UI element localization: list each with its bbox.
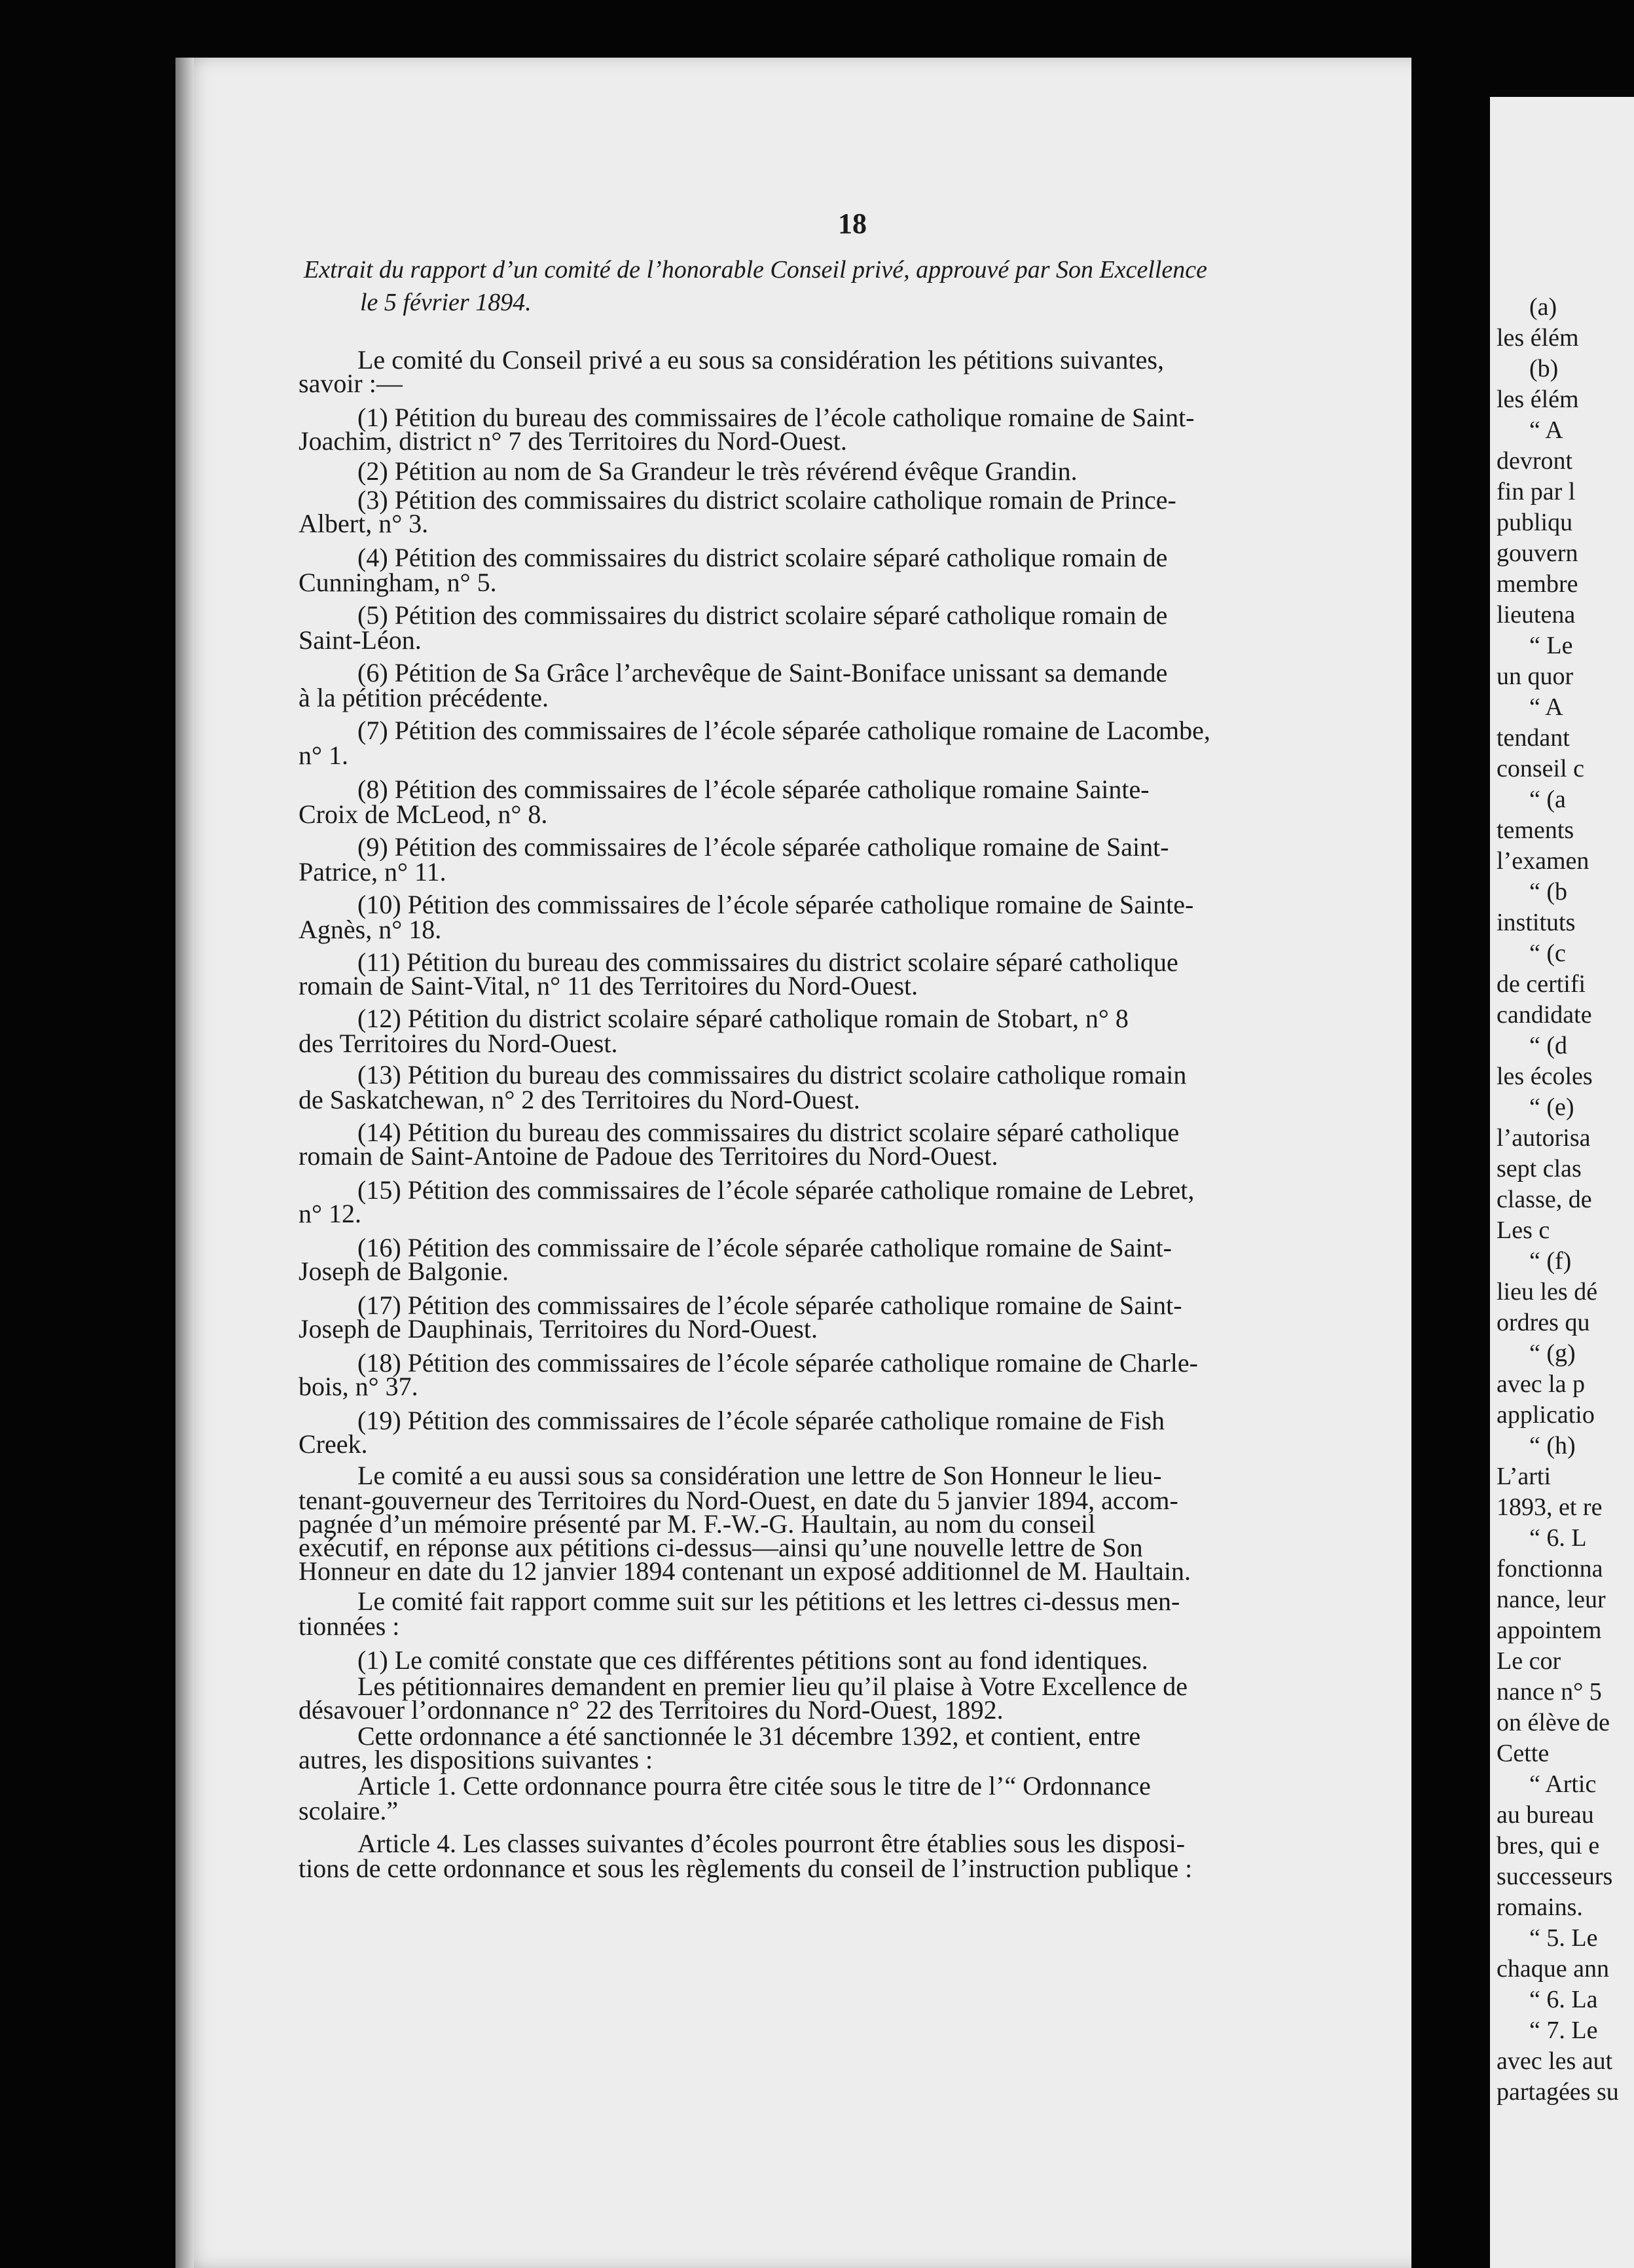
- right-page-line: ordres qu: [1497, 1309, 1590, 1336]
- right-page-line: “ 6. L: [1529, 1524, 1587, 1552]
- right-page-line: l’examen: [1497, 847, 1589, 875]
- right-page-line: candidate: [1497, 1001, 1592, 1029]
- right-page-line: bres, qui e: [1497, 1832, 1600, 1859]
- body-line: (16) Pétition des commissaire de l’école séparée catholique romaine de Saint-: [357, 1233, 1172, 1262]
- body-line: n° 1.: [299, 741, 348, 770]
- body-line: Le comité a eu aussi sous sa considération une lettre de Son Honneur le lieu-: [357, 1461, 1162, 1490]
- body-line: tenant-gouverneur des Territoires du Nord-Ouest, en date du 5 janvier 1894, accom-: [299, 1486, 1178, 1515]
- body-line: Les pétitionnaires demandent en premier lieu qu’il plaise à Votre Excellence de: [357, 1672, 1188, 1701]
- body-line: Article 1. Cette ordonnance pourra être citée sous le titre de l’“ Ordonnance: [357, 1771, 1151, 1801]
- body-line: Agnès, n° 18.: [299, 915, 442, 944]
- left-page: [175, 58, 1411, 2268]
- body-line: tions de cette ordonnance et sous les règlements du conseil de l’instruction publique :: [299, 1854, 1193, 1883]
- body-line: Creek.: [299, 1429, 368, 1459]
- right-page-line: “ A: [1529, 416, 1563, 444]
- body-line: tionnées :: [299, 1611, 400, 1641]
- right-page-line: (b): [1529, 355, 1559, 382]
- body-line: (14) Pétition du bureau des commissaires du district scolaire séparé catholique: [357, 1118, 1180, 1147]
- body-line: (11) Pétition du bureau des commissaires du district scolaire séparé catholique: [357, 947, 1178, 977]
- body-line: Croix de McLeod, n° 8.: [299, 799, 548, 829]
- right-page-line: “ (a: [1529, 786, 1566, 813]
- right-page-line: Les c: [1497, 1216, 1550, 1244]
- right-page-line: de certifi: [1497, 970, 1586, 998]
- right-page-line: les élém: [1497, 324, 1579, 352]
- right-page-line: “ 6. La: [1529, 1986, 1598, 2013]
- body-line: savoir :—: [299, 369, 403, 398]
- body-line: (8) Pétition des commissaires de l’école séparée catholique romaine Sainte-: [357, 775, 1150, 804]
- right-page-line: lieu les dé: [1497, 1278, 1598, 1306]
- right-page-line: lieutena: [1497, 601, 1576, 629]
- right-page-line: fin par l: [1497, 478, 1576, 505]
- right-page-line: “ (g): [1529, 1340, 1576, 1367]
- body-line: (4) Pétition des commissaires du district scolaire séparé catholique romain de: [357, 543, 1168, 572]
- right-page-line: tendant: [1497, 724, 1570, 752]
- right-page-line: nance, leur: [1497, 1586, 1606, 1613]
- body-line: Cunningham, n° 5.: [299, 568, 497, 597]
- right-page-line: “ (e): [1529, 1093, 1574, 1121]
- right-page-line: partagées su: [1497, 2078, 1619, 2106]
- right-page-line: “ A: [1529, 693, 1563, 721]
- right-page-line: tements: [1497, 816, 1574, 844]
- right-page-line: Cette: [1497, 1740, 1550, 1767]
- extract-title-line-2: le 5 février 1894.: [360, 289, 532, 316]
- right-page-line: membre: [1497, 570, 1578, 598]
- body-line: (17) Pétition des commissaires de l’école séparée catholique romaine de Saint-: [357, 1290, 1182, 1320]
- right-page-line: un quor: [1497, 663, 1574, 690]
- body-line: Patrice, n° 11.: [299, 857, 446, 887]
- body-line: à la pétition précédente.: [299, 683, 549, 712]
- right-page-line: classe, de: [1497, 1186, 1592, 1213]
- body-line: Cette ordonnance a été sanctionnée le 31 décembre 1392, et contient, entre: [357, 1721, 1141, 1751]
- right-page-line: fonctionna: [1497, 1555, 1603, 1582]
- body-line: (12) Pétition du district scolaire séparé catholique romain de Stobart, n° 8: [357, 1004, 1129, 1033]
- body-line: (1) Le comité constate que ces différentes pétitions sont au fond identiques.: [357, 1645, 1148, 1675]
- body-line: (18) Pétition des commissaires de l’école séparée catholique romaine de Charle-: [357, 1348, 1198, 1378]
- body-line: Le comité fait rapport comme suit sur les pétitions et les lettres ci-dessus men-: [357, 1586, 1180, 1616]
- right-page-edge: [1490, 97, 1634, 2268]
- body-line: (3) Pétition des commissaires du district scolaire catholique romain de Prince-: [357, 485, 1176, 515]
- right-page-line: successeurs: [1497, 1863, 1613, 1890]
- right-page-line: L’arti: [1497, 1463, 1552, 1490]
- right-page-line: avec la p: [1497, 1370, 1586, 1398]
- body-line: romain de Saint-Vital, n° 11 des Territoires du Nord-Ouest.: [299, 971, 918, 1000]
- right-page-line: appointem: [1497, 1617, 1602, 1644]
- right-page-line: nance n° 5: [1497, 1678, 1602, 1706]
- right-page-line: romains.: [1497, 1893, 1583, 1921]
- body-line: Albert, n° 3.: [299, 509, 429, 538]
- body-line: Joachim, district n° 7 des Territoires du Nord-Ouest.: [299, 426, 847, 456]
- body-line: (9) Pétition des commissaires de l’école séparée catholique romaine de Saint-: [357, 832, 1169, 862]
- right-page-line: (a): [1529, 293, 1557, 321]
- right-page-line: chaque ann: [1497, 1955, 1609, 1983]
- right-page-line: applicatio: [1497, 1401, 1595, 1429]
- right-page-line: l’autorisa: [1497, 1124, 1591, 1152]
- page-number: 18: [838, 208, 867, 240]
- right-page-line: “ (f): [1529, 1247, 1572, 1275]
- right-page-line: instituts: [1497, 909, 1576, 936]
- right-page-line: les écoles: [1497, 1063, 1593, 1090]
- right-page-line: les élém: [1497, 386, 1579, 413]
- body-line: Le comité du Conseil privé a eu sous sa considération les pétitions suivantes,: [357, 345, 1164, 375]
- body-line: (5) Pétition des commissaires du district scolaire séparé catholique romain de: [357, 600, 1168, 630]
- body-line: Article 4. Les classes suivantes d’écoles pourront être établies sous les disposi-: [357, 1829, 1186, 1858]
- right-page-line: “ Artic: [1529, 1770, 1597, 1798]
- right-page-line: “ Le: [1529, 632, 1573, 659]
- body-line: Saint-Léon.: [299, 625, 422, 655]
- body-line: Joseph de Dauphinais, Territoires du Nord-Ouest.: [299, 1314, 818, 1344]
- body-line: (7) Pétition des commissaires de l’école séparée catholique romaine de Lacombe,: [357, 716, 1210, 745]
- right-page-line: “ 7. Le: [1529, 2017, 1598, 2044]
- body-line: Joseph de Balgonie.: [299, 1256, 509, 1286]
- right-page-line: gouvern: [1497, 540, 1578, 567]
- body-line: (2) Pétition au nom de Sa Grandeur le très révérend évêque Grandin.: [357, 456, 1078, 486]
- right-page-line: on élève de: [1497, 1709, 1610, 1736]
- body-line: (6) Pétition de Sa Grâce l’archevêque de Saint-Boniface unissant sa demande: [357, 658, 1168, 687]
- right-page-line: “ 5. Le: [1529, 1924, 1598, 1952]
- right-page-line: “ (h): [1529, 1432, 1576, 1459]
- body-line: n° 12.: [299, 1199, 361, 1228]
- right-page-line: 1893, et re: [1497, 1493, 1603, 1521]
- right-page-line: “ (c: [1529, 940, 1566, 967]
- right-page-line: conseil c: [1497, 755, 1585, 782]
- body-line: des Territoires du Nord-Ouest.: [299, 1029, 618, 1058]
- right-page-line: Le cor: [1497, 1647, 1561, 1675]
- right-page-line: avec les aut: [1497, 2047, 1613, 2075]
- body-line: autres, les dispositions suivantes :: [299, 1745, 653, 1774]
- right-page-line: “ (d: [1529, 1032, 1568, 1059]
- body-line: scolaire.”: [299, 1796, 399, 1825]
- body-line: (1) Pétition du bureau des commissaires de l’école catholique romaine de Saint-: [357, 403, 1195, 432]
- body-line: (19) Pétition des commissaires de l’école séparée catholique romaine de Fish: [357, 1406, 1165, 1435]
- body-line: (10) Pétition des commissaires de l’école séparée catholique romaine de Sainte-: [357, 890, 1194, 919]
- body-line: Honneur en date du 12 janvier 1894 contenant un exposé additionnel de M. Haultain.: [299, 1556, 1191, 1586]
- right-page-line: publiqu: [1497, 509, 1573, 536]
- body-line: romain de Saint-Antoine de Padoue des Territoires du Nord-Ouest.: [299, 1141, 998, 1171]
- extract-title-line-1: Extrait du rapport d’un comité de l’honorable Conseil privé, approuvé par Son Excellence: [304, 256, 1208, 284]
- body-line: (13) Pétition du bureau des commissaires du district scolaire catholique romain: [357, 1060, 1187, 1089]
- body-line: (15) Pétition des commissaires de l’école séparée catholique romaine de Lebret,: [357, 1175, 1195, 1205]
- right-page-line: sept clas: [1497, 1155, 1582, 1182]
- body-line: exécutif, en réponse aux pétitions ci-dessus—ainsi qu’une nouvelle lettre de Son: [299, 1533, 1143, 1562]
- right-page-line: “ (b: [1529, 878, 1568, 905]
- body-line: bois, n° 37.: [299, 1372, 418, 1401]
- body-line: de Saskatchewan, n° 2 des Territoires du Nord-Ouest.: [299, 1085, 860, 1114]
- body-line: désavouer l’ordonnance n° 22 des Territoires du Nord-Ouest, 1892.: [299, 1695, 1004, 1725]
- right-page-line: au bureau: [1497, 1801, 1594, 1829]
- right-page-line: devront: [1497, 447, 1573, 475]
- body-line: pagnée d’un mémoire présenté par M. F.-W.-G. Haultain, au nom du conseil: [299, 1509, 1096, 1539]
